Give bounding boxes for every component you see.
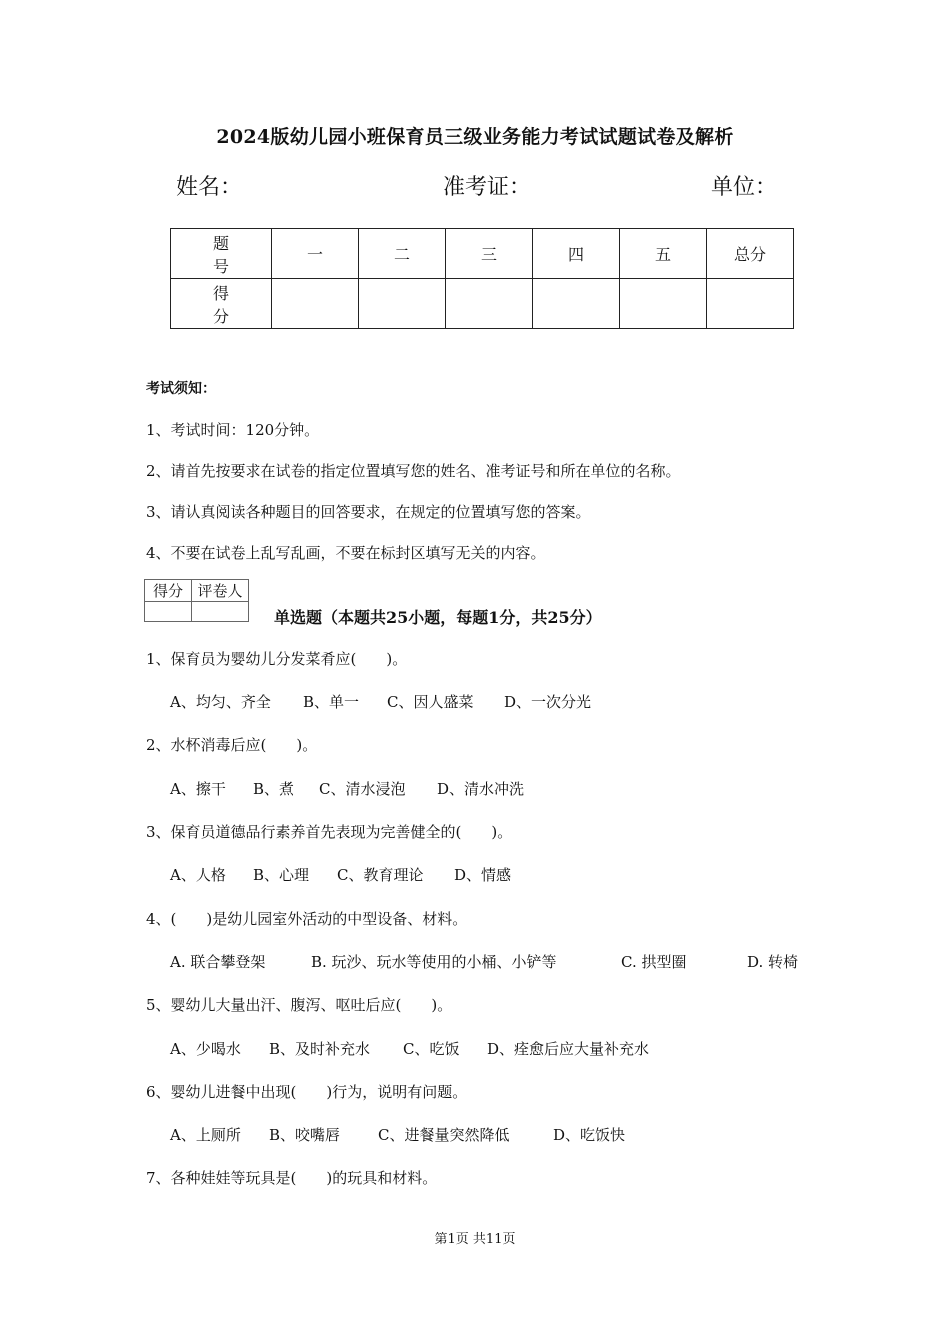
header-cell-1: 一 bbox=[272, 229, 359, 279]
option[interactable]: D、吃饭快 bbox=[553, 1126, 626, 1144]
notice-item: 3、请认真阅读各种题目的回答要求，在规定的位置填写您的答案。 bbox=[146, 503, 591, 521]
option[interactable]: A、上厕所 bbox=[170, 1126, 241, 1144]
grader-box bbox=[144, 579, 249, 622]
score-table bbox=[170, 228, 794, 329]
option[interactable]: B. 玩沙、玩水等使用的小桶、小铲等 bbox=[311, 953, 557, 971]
option[interactable]: B、咬嘴唇 bbox=[269, 1126, 341, 1144]
section-title: 单选题（本题共25小题，每题1分，共25分） bbox=[274, 608, 602, 627]
question-text: 1、保育员为婴幼儿分发菜肴应( )。 bbox=[146, 650, 408, 668]
score-cell-4[interactable] bbox=[533, 279, 620, 329]
unit-label: 单位： bbox=[711, 175, 778, 200]
option[interactable]: A、擦干 bbox=[170, 780, 226, 798]
page-title: 2024版幼儿园小班保育员三级业务能力考试试题试卷及解析 bbox=[216, 126, 734, 148]
question-text: 2、水杯消毒后应( )。 bbox=[146, 736, 318, 754]
score-table-header-row bbox=[171, 229, 794, 279]
question-options bbox=[170, 691, 591, 712]
option[interactable]: D. 转椅 bbox=[747, 953, 799, 971]
option[interactable]: B、及时补充水 bbox=[269, 1040, 371, 1058]
option[interactable]: B、心理 bbox=[253, 866, 310, 884]
option[interactable]: C、教育理论 bbox=[337, 866, 424, 884]
score-cell-1[interactable] bbox=[272, 279, 359, 329]
option[interactable]: A、人格 bbox=[170, 866, 226, 884]
option[interactable]: C、进餐量突然降低 bbox=[378, 1126, 510, 1144]
notice-item: 4、不要在试卷上乱写乱画，不要在标封区填写无关的内容。 bbox=[146, 544, 546, 562]
question-options bbox=[170, 864, 511, 885]
header-cell-5: 五 bbox=[620, 229, 707, 279]
page-footer: 第1页 共11页 bbox=[434, 1232, 516, 1247]
name-label: 姓名： bbox=[176, 175, 243, 200]
question-text: 5、婴幼儿大量出汗、腹泻、呕吐后应( )。 bbox=[146, 996, 453, 1014]
question-text: 7、各种娃娃等玩具是( )的玩具和材料。 bbox=[146, 1169, 438, 1187]
score-row-label: 得 分 bbox=[171, 279, 272, 329]
option[interactable]: D、清水冲洗 bbox=[437, 780, 525, 798]
score-cell-2[interactable] bbox=[359, 279, 446, 329]
notice-item: 1、考试时间：120分钟。 bbox=[146, 421, 320, 439]
option[interactable]: D、情感 bbox=[454, 866, 512, 884]
question-options bbox=[170, 778, 524, 799]
grader-score-cell[interactable] bbox=[145, 602, 192, 622]
option[interactable]: C. 拱型圈 bbox=[621, 953, 687, 971]
question-options bbox=[170, 951, 798, 972]
option[interactable]: B、煮 bbox=[253, 780, 295, 798]
question-text: 6、婴幼儿进餐中出现( )行为，说明有问题。 bbox=[146, 1083, 468, 1101]
notice-item: 2、请首先按要求在试卷的指定位置填写您的姓名、准考证号和所在单位的名称。 bbox=[146, 462, 681, 480]
option[interactable]: A. 联合攀登架 bbox=[170, 953, 266, 971]
header-cell-3: 三 bbox=[446, 229, 533, 279]
header-cell-label: 题 号 bbox=[171, 229, 272, 279]
score-cell-total[interactable] bbox=[707, 279, 794, 329]
grader-name-label: 评卷人 bbox=[192, 580, 249, 602]
grader-name-cell[interactable] bbox=[192, 602, 249, 622]
question-text: 3、保育员道德品行素养首先表现为完善健全的( )。 bbox=[146, 823, 513, 841]
score-cell-5[interactable] bbox=[620, 279, 707, 329]
option[interactable]: A、少喝水 bbox=[170, 1040, 241, 1058]
grader-score-label: 得分 bbox=[145, 580, 192, 602]
score-cell-3[interactable] bbox=[446, 279, 533, 329]
question-options bbox=[170, 1038, 649, 1059]
option[interactable]: D、一次分光 bbox=[504, 693, 592, 711]
notice-heading: 考试须知： bbox=[146, 381, 216, 397]
score-table-score-row bbox=[171, 279, 794, 329]
question-options bbox=[170, 1124, 625, 1145]
header-cell-4: 四 bbox=[533, 229, 620, 279]
header-cell-total: 总分 bbox=[707, 229, 794, 279]
question-text: 4、( )是幼儿园室外活动的中型设备、材料。 bbox=[146, 910, 468, 928]
option[interactable]: D、痊愈后应大量补充水 bbox=[487, 1040, 650, 1058]
option[interactable]: C、吃饭 bbox=[403, 1040, 460, 1058]
option[interactable]: C、因人盛菜 bbox=[387, 693, 474, 711]
exam-id-label: 准考证： bbox=[443, 175, 532, 200]
option[interactable]: B、单一 bbox=[303, 693, 360, 711]
option[interactable]: C、清水浸泡 bbox=[319, 780, 406, 798]
option[interactable]: A、均匀、齐全 bbox=[170, 693, 271, 711]
header-cell-2: 二 bbox=[359, 229, 446, 279]
